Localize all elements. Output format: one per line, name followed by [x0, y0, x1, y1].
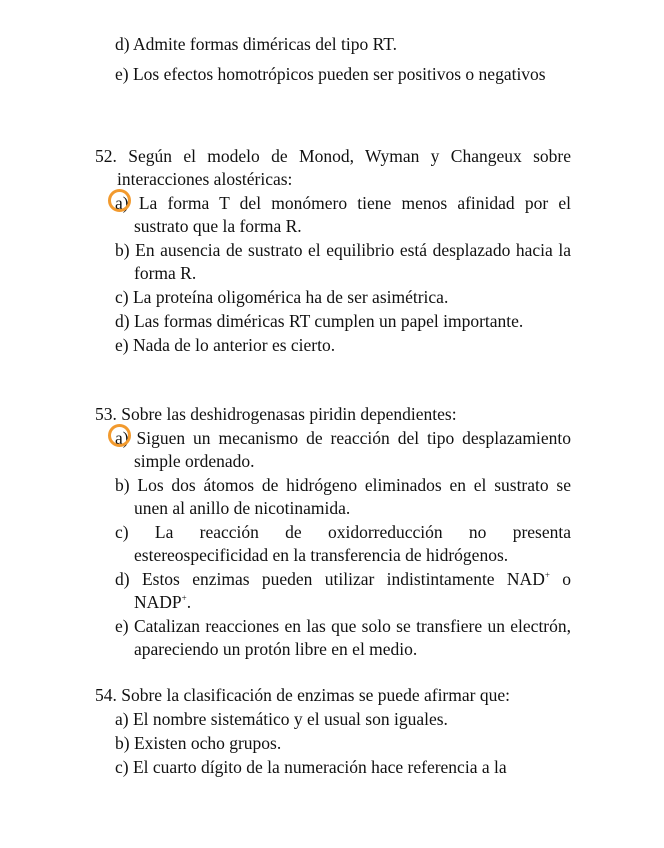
option-51-e	[115, 63, 571, 86]
option-text: La forma T del monómero tiene menos afinidad por el sustrato que la forma R.	[134, 193, 572, 236]
option-letter: d)	[115, 34, 130, 54]
option-text: La proteína oligomérica ha de ser asimétrica.	[132, 287, 449, 307]
option-letter: a)	[115, 709, 129, 729]
option-letter: d)	[115, 569, 130, 589]
option-letter: c)	[115, 522, 129, 542]
superscript-plus: +	[544, 570, 550, 580]
question-53	[95, 403, 571, 662]
question-51-tail	[95, 33, 571, 87]
option-text: En ausencia de sustrato el equilibrio está desplazado hacia la forma R.	[134, 240, 571, 283]
option-54-b	[115, 732, 571, 755]
option-text: Existen ocho grupos.	[133, 733, 282, 753]
option-52-a	[115, 192, 571, 238]
option-54-a	[115, 708, 571, 731]
question-stem: 54. Sobre la clasificación de enzimas se puede afirmar que:	[95, 685, 510, 705]
question-52	[95, 145, 571, 358]
option-letter: c)	[115, 287, 129, 307]
superscript-plus: +	[181, 593, 187, 603]
option-53-c	[115, 521, 571, 567]
option-letter: b)	[115, 475, 130, 495]
option-51-d	[115, 33, 571, 56]
option-letter: a)	[115, 428, 129, 448]
question-stem: 53. Sobre las deshidrogenasas piridin dependientes:	[95, 404, 457, 424]
option-letter: e)	[115, 616, 129, 636]
option-letter: a)	[115, 193, 129, 213]
option-text: Nada de lo anterior es cierto.	[132, 335, 336, 355]
question-54	[95, 684, 571, 780]
option-text: Siguen un mecanismo de reacción del tipo desplazamiento simple ordenado.	[134, 428, 571, 471]
option-53-a	[115, 427, 571, 473]
option-text: Las formas diméricas RT cumplen un papel importante.	[133, 311, 524, 331]
option-text: Los dos átomos de hidrógeno eliminados en el sustrato se unen al anillo de nicotinamida.	[134, 475, 572, 518]
option-letter: e)	[115, 335, 129, 355]
option-54-c	[115, 756, 571, 779]
option-letter: b)	[115, 240, 130, 260]
option-text: El nombre sistemático y el usual son iguales.	[132, 709, 448, 729]
option-53-b	[115, 474, 571, 520]
option-text: Catalizan reacciones en las que solo se transfiere un electrón, apareciendo un protón libre en el medio.	[133, 616, 572, 659]
option-52-c	[115, 286, 571, 309]
option-letter: c)	[115, 757, 129, 777]
option-text-middle: o NADP	[134, 569, 572, 612]
option-text-after: .	[186, 592, 192, 612]
option-52-e	[115, 334, 571, 357]
option-letter: b)	[115, 733, 130, 753]
option-text: Los efectos homotrópicos pueden ser positivos o negativos	[132, 64, 546, 84]
option-text-before: Estos enzimas pueden utilizar indistintamente NAD	[141, 569, 545, 589]
option-53-e	[115, 615, 571, 661]
option-53-d	[115, 568, 571, 614]
option-text: El cuarto dígito de la numeración hace referencia a la	[132, 757, 507, 777]
option-letter: d)	[115, 311, 130, 331]
option-text: Admite formas diméricas del tipo RT.	[133, 34, 397, 54]
option-letter: e)	[115, 64, 129, 84]
option-52-d	[115, 310, 571, 333]
option-52-b	[115, 239, 571, 285]
question-stem: 52. Según el modelo de Monod, Wyman y Changeux sobre interacciones alostéricas:	[95, 146, 571, 189]
option-text: La reacción de oxidorreducción no presenta estereospecificidad en la transferencia de hidrógenos.	[134, 522, 572, 565]
